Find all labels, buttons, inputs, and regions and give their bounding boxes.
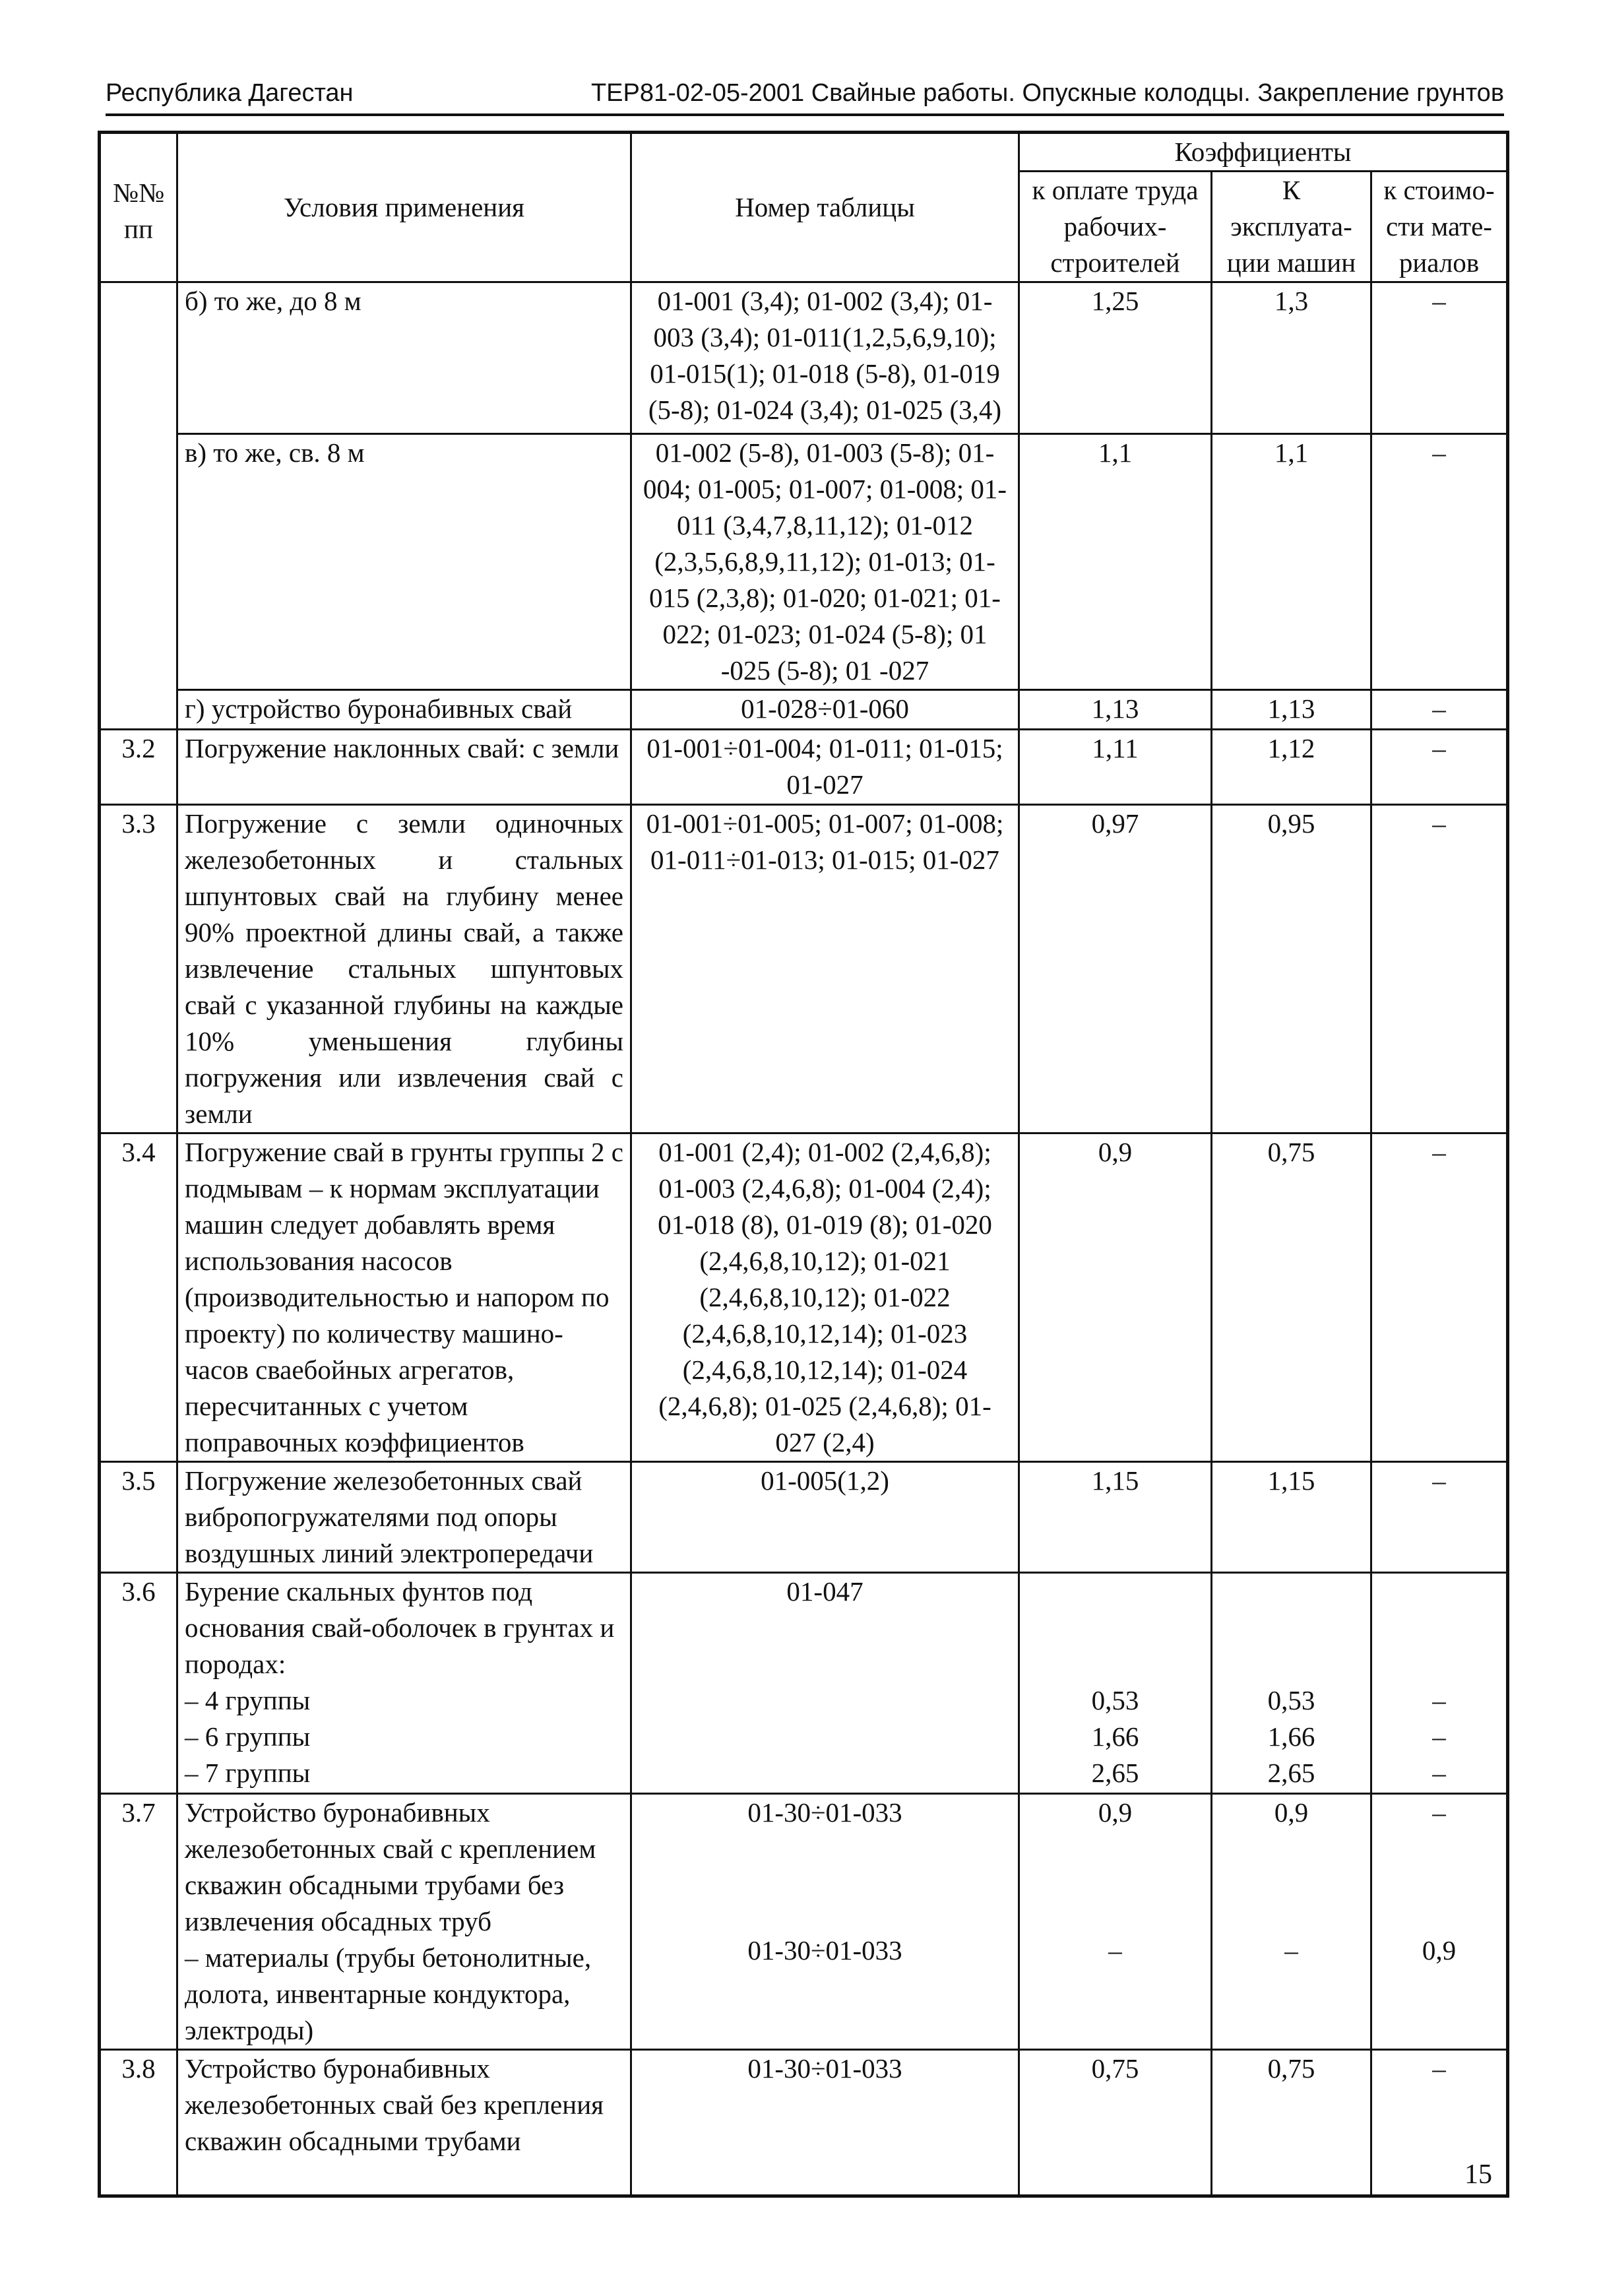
row-materials <box>1371 1573 1508 1794</box>
row-labor: 1,11 <box>1019 730 1212 805</box>
row-conditions: в) то же, св. 8 м <box>177 434 631 690</box>
page-number: 15 <box>1464 2159 1492 2190</box>
row-materials: – <box>1371 730 1508 805</box>
row-machines-main: 0,9 <box>1274 1797 1309 1828</box>
row-tables: 01-001 (2,4); 01-002 (2,4,6,8); 01-003 (2,4,6,8); 01-004 (2,4); 01-018 (8), 01-019 (8); 01-020 (2,4,6,8,10,12); 01-021 (2,4,6,8,10,12); 01-022 (2,4,6,8,10,12,14); 01-023 (2,4,6,8,10,12,14); 01-024 (2,4,6,8); 01-025 (2,4,6,8); 01-027 (2,4) <box>631 1133 1019 1462</box>
row-machines: 0,95 <box>1212 805 1371 1133</box>
row-labor: 1,25 <box>1019 282 1212 434</box>
header-region: Республика Дагестан <box>106 79 354 107</box>
header-rule <box>106 113 1504 116</box>
row-num: 3.8 <box>100 2050 177 2196</box>
table-row <box>100 1794 1508 2050</box>
row-conditions: б) то же, до 8 м <box>177 282 631 434</box>
sub-materials: 0,9 <box>1422 1935 1457 1965</box>
col-header-machines: К эксплуата-ции машин <box>1212 172 1371 282</box>
row-num: 3.3 <box>100 805 177 1133</box>
sub-labor: 2,65 <box>1091 1758 1139 1788</box>
row-tables: 01-001÷01-005; 01-007; 01-008; 01-011÷01-013; 01-015; 01-027 <box>631 805 1019 1133</box>
sub-machines: – <box>1284 1935 1298 1965</box>
row-materials-main: – <box>1432 1797 1446 1828</box>
row-labor <box>1019 1794 1212 2050</box>
sub-item: – 6 группы <box>185 1721 311 1752</box>
table-row <box>100 1462 1508 1573</box>
row-machines: 0,75 <box>1212 2050 1371 2196</box>
row-machines <box>1212 1573 1371 1794</box>
col-header-labor: к оплате труда рабочих-строителей <box>1019 172 1212 282</box>
row-conditions <box>177 1573 631 1794</box>
row-labor: 0,75 <box>1019 2050 1212 2196</box>
col-header-table-no: Номер таблицы <box>631 133 1019 282</box>
sub-item: – материалы (трубы бетонолитные, долота, инвентарные кондуктора, электроды) <box>185 1942 592 2045</box>
row-conditions-main: Бурение скальных фунтов под основания свай-оболочек в грунтах и породах: <box>185 1576 615 1679</box>
row-materials: – <box>1371 805 1508 1133</box>
row-machines: 1,15 <box>1212 1462 1371 1573</box>
row-materials: – <box>1371 2050 1508 2196</box>
table-row <box>100 434 1508 690</box>
row-num: 3.5 <box>100 1462 177 1573</box>
row-materials <box>1371 1794 1508 2050</box>
row-machines: 0,75 <box>1212 1133 1371 1462</box>
row-tables: 01-028÷01-060 <box>631 690 1019 730</box>
table-row <box>100 1133 1508 1462</box>
row-tables: 01-001 (3,4); 01-002 (3,4); 01-003 (3,4); 01-011(1,2,5,6,9,10); 01-015(1); 01-018 (5-8), 01-019 (5-8); 01-024 (3,4); 01-025 (3,4) <box>631 282 1019 434</box>
row-materials: – <box>1371 1462 1508 1573</box>
row-labor: 1,1 <box>1019 434 1212 690</box>
row-machines: 1,12 <box>1212 730 1371 805</box>
row-machines: 1,13 <box>1212 690 1371 730</box>
row-machines: 1,3 <box>1212 282 1371 434</box>
sub-materials: – <box>1432 1721 1446 1752</box>
row-machines: 1,1 <box>1212 434 1371 690</box>
row-materials: – <box>1371 434 1508 690</box>
row-conditions: Погружение железобетонных свай вибропогружателями под опоры воздушных линий электропередачи <box>177 1462 631 1573</box>
sub-labor: – <box>1108 1935 1122 1965</box>
table-row <box>100 805 1508 1133</box>
row-tables: 01-30÷01-033 <box>631 2050 1019 2196</box>
table-row <box>100 690 1508 730</box>
row-labor-main: 0,9 <box>1098 1797 1133 1828</box>
sub-labor: 0,53 <box>1091 1685 1139 1715</box>
row-conditions: г) устройство буронабивных свай <box>177 690 631 730</box>
sub-item: – 7 группы <box>185 1758 311 1788</box>
row-labor <box>1019 1573 1212 1794</box>
row-num: 3.6 <box>100 1573 177 1794</box>
sub-machines: 0,53 <box>1267 1685 1315 1715</box>
table-row <box>100 1573 1508 1794</box>
row-tables <box>631 1794 1019 2050</box>
col-header-num: №№ пп <box>100 133 177 282</box>
row-conditions: Погружение с земли одиночных железобетонных и стальных шпунтовых свай на глубину менее 90% проектной длины свай, а также извлечение стальных шпунтовых свай с указанной глубины на каждые 10% уменьшения глубины погружения или извлечения свай с земли <box>177 805 631 1133</box>
row-num-cell <box>100 282 177 730</box>
table-row <box>100 730 1508 805</box>
row-conditions-main: Устройство буронабивных железобетонных свай с креплением скважин обсадными трубами без извлечения обсадных труб <box>185 1797 596 1936</box>
sub-machines: 2,65 <box>1267 1758 1315 1788</box>
row-labor: 0,9 <box>1019 1133 1212 1462</box>
row-conditions: Погружение наклонных свай: с земли <box>177 730 631 805</box>
col-header-conditions: Условия применения <box>177 133 631 282</box>
row-materials: – <box>1371 282 1508 434</box>
row-labor: 0,97 <box>1019 805 1212 1133</box>
row-machines <box>1212 1794 1371 2050</box>
sub-labor: 1,66 <box>1091 1721 1139 1752</box>
row-num: 3.2 <box>100 730 177 805</box>
sub-materials: – <box>1432 1758 1446 1788</box>
sub-materials: – <box>1432 1685 1446 1715</box>
col-header-materials: к стоимо-сти мате-риалов <box>1371 172 1508 282</box>
row-materials: – <box>1371 1133 1508 1462</box>
row-conditions: Устройство буронабивных железобетонных свай без крепления скважин обсадными трубами <box>177 2050 631 2196</box>
col-header-coefficients: Коэффициенты <box>1019 133 1508 172</box>
table-row <box>100 282 1508 434</box>
row-tables: 01-001÷01-004; 01-011; 01-015; 01-027 <box>631 730 1019 805</box>
sub-machines: 1,66 <box>1267 1721 1315 1752</box>
row-labor: 1,13 <box>1019 690 1212 730</box>
sub-tables: 01-30÷01-033 <box>747 1935 902 1965</box>
row-num: 3.4 <box>100 1133 177 1462</box>
row-labor: 1,15 <box>1019 1462 1212 1573</box>
sub-item: – 4 группы <box>185 1685 311 1715</box>
row-tables: 01-002 (5-8), 01-003 (5-8); 01-004; 01-005; 01-007; 01-008; 01-011 (3,4,7,8,11,12); 01-012 (2,3,5,6,8,9,11,12); 01-013; 01-015 (2,3,8); 01-020; 01-021; 01-022; 01-023; 01-024 (5-8); 01 -025 (5-8); 01 -027 <box>631 434 1019 690</box>
coefficients-table <box>98 131 1509 2198</box>
page-header <box>106 74 1504 116</box>
row-conditions <box>177 1794 631 2050</box>
row-materials: – <box>1371 690 1508 730</box>
row-conditions: Погружение свай в грунты группы 2 с подмывам – к нормам эксплуатации машин следует добавлять время использования насосов (производительностью и напором по проекту) по количеству машино-часов сваебойных агрегатов, пересчитанных с учетом поправочных коэффициентов <box>177 1133 631 1462</box>
row-tables-main: 01-30÷01-033 <box>747 1797 902 1828</box>
row-tables: 01-005(1,2) <box>631 1462 1019 1573</box>
table-row <box>100 2050 1508 2196</box>
row-num: 3.7 <box>100 1794 177 2050</box>
row-tables: 01-047 <box>631 1573 1019 1794</box>
header-document-title: ТЕР81-02-05-2001 Свайные работы. Опускные колодцы. Закрепление грунтов <box>590 79 1504 107</box>
